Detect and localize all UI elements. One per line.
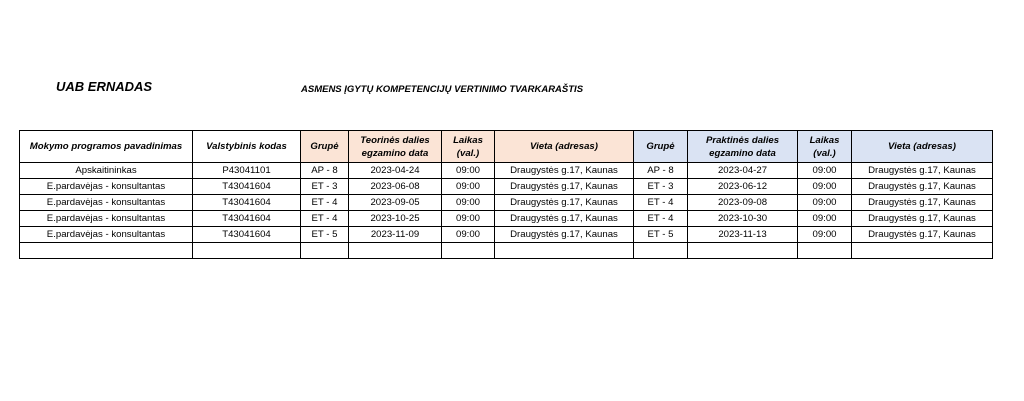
cell-practice-location: Draugystės g.17, Kaunas <box>852 211 993 227</box>
cell-theory-location: Draugystės g.17, Kaunas <box>495 163 634 179</box>
cell-program-name: E.pardavėjas - konsultantas <box>20 179 193 195</box>
cell-program-name: Apskaitininkas <box>20 163 193 179</box>
table-header-row <box>20 131 993 163</box>
header-theory-location: Vieta (adresas) <box>495 131 634 163</box>
table-row <box>20 211 993 227</box>
cell-program-name: E.pardavėjas - konsultantas <box>20 195 193 211</box>
cell-practice-date: 2023-06-12 <box>688 179 798 195</box>
cell-practice-date <box>688 243 798 259</box>
cell-practice-location: Draugystės g.17, Kaunas <box>852 227 993 243</box>
cell-practice-group: ET - 4 <box>634 211 688 227</box>
cell-theory-date <box>349 243 442 259</box>
header-practice-date: Praktinės dalies egzamino data <box>688 131 798 163</box>
exam-schedule-table <box>19 130 993 259</box>
cell-theory-location: Draugystės g.17, Kaunas <box>495 211 634 227</box>
cell-program-name: E.pardavėjas - konsultantas <box>20 227 193 243</box>
cell-practice-location: Draugystės g.17, Kaunas <box>852 179 993 195</box>
cell-program-name <box>20 243 193 259</box>
cell-theory-time: 09:00 <box>442 163 495 179</box>
cell-theory-group: ET - 4 <box>301 195 349 211</box>
cell-state-code <box>193 243 301 259</box>
table-row <box>20 195 993 211</box>
cell-practice-date: 2023-11-13 <box>688 227 798 243</box>
cell-program-name: E.pardavėjas - konsultantas <box>20 211 193 227</box>
header-theory-group: Grupė <box>301 131 349 163</box>
cell-theory-group: ET - 3 <box>301 179 349 195</box>
cell-practice-group: AP - 8 <box>634 163 688 179</box>
cell-practice-group <box>634 243 688 259</box>
cell-theory-group <box>301 243 349 259</box>
header-theory-time: Laikas (val.) <box>442 131 495 163</box>
header-theory-date: Teorinės dalies egzamino data <box>349 131 442 163</box>
cell-state-code: T43041604 <box>193 179 301 195</box>
cell-practice-group: ET - 3 <box>634 179 688 195</box>
cell-theory-location <box>495 243 634 259</box>
header-program-name: Mokymo programos pavadinimas <box>20 131 193 163</box>
cell-theory-date: 2023-06-08 <box>349 179 442 195</box>
cell-state-code: T43041604 <box>193 195 301 211</box>
cell-theory-group: ET - 5 <box>301 227 349 243</box>
cell-practice-time: 09:00 <box>798 163 852 179</box>
header-state-code: Valstybinis kodas <box>193 131 301 163</box>
cell-practice-date: 2023-09-08 <box>688 195 798 211</box>
cell-theory-location: Draugystės g.17, Kaunas <box>495 179 634 195</box>
cell-practice-location: Draugystės g.17, Kaunas <box>852 195 993 211</box>
cell-theory-time <box>442 243 495 259</box>
cell-theory-group: AP - 8 <box>301 163 349 179</box>
cell-state-code: T43041604 <box>193 211 301 227</box>
cell-practice-time: 09:00 <box>798 179 852 195</box>
header-practice-time: Laikas (val.) <box>798 131 852 163</box>
cell-practice-date: 2023-10-30 <box>688 211 798 227</box>
cell-practice-time <box>798 243 852 259</box>
cell-practice-time: 09:00 <box>798 211 852 227</box>
cell-practice-location <box>852 243 993 259</box>
table-row <box>20 227 993 243</box>
cell-theory-time: 09:00 <box>442 179 495 195</box>
table-row <box>20 163 993 179</box>
cell-practice-time: 09:00 <box>798 195 852 211</box>
cell-practice-group: ET - 4 <box>634 195 688 211</box>
cell-theory-time: 09:00 <box>442 195 495 211</box>
cell-theory-date: 2023-09-05 <box>349 195 442 211</box>
cell-practice-date: 2023-04-27 <box>688 163 798 179</box>
cell-theory-time: 09:00 <box>442 211 495 227</box>
cell-practice-time: 09:00 <box>798 227 852 243</box>
document-title: ASMENS ĮGYTŲ KOMPETENCIJŲ VERTINIMO TVARKARAŠTIS <box>301 84 584 95</box>
company-name: UAB ERNADAS <box>56 79 153 94</box>
cell-theory-date: 2023-10-25 <box>349 211 442 227</box>
cell-theory-location: Draugystės g.17, Kaunas <box>495 227 634 243</box>
table-row <box>20 179 993 195</box>
cell-state-code: P43041101 <box>193 163 301 179</box>
header-practice-location: Vieta (adresas) <box>852 131 993 163</box>
cell-theory-group: ET - 4 <box>301 211 349 227</box>
cell-theory-location: Draugystės g.17, Kaunas <box>495 195 634 211</box>
cell-theory-time: 09:00 <box>442 227 495 243</box>
cell-practice-location: Draugystės g.17, Kaunas <box>852 163 993 179</box>
cell-theory-date: 2023-11-09 <box>349 227 442 243</box>
header-practice-group: Grupė <box>634 131 688 163</box>
cell-theory-date: 2023-04-24 <box>349 163 442 179</box>
table-row-empty <box>20 243 993 259</box>
cell-practice-group: ET - 5 <box>634 227 688 243</box>
cell-state-code: T43041604 <box>193 227 301 243</box>
